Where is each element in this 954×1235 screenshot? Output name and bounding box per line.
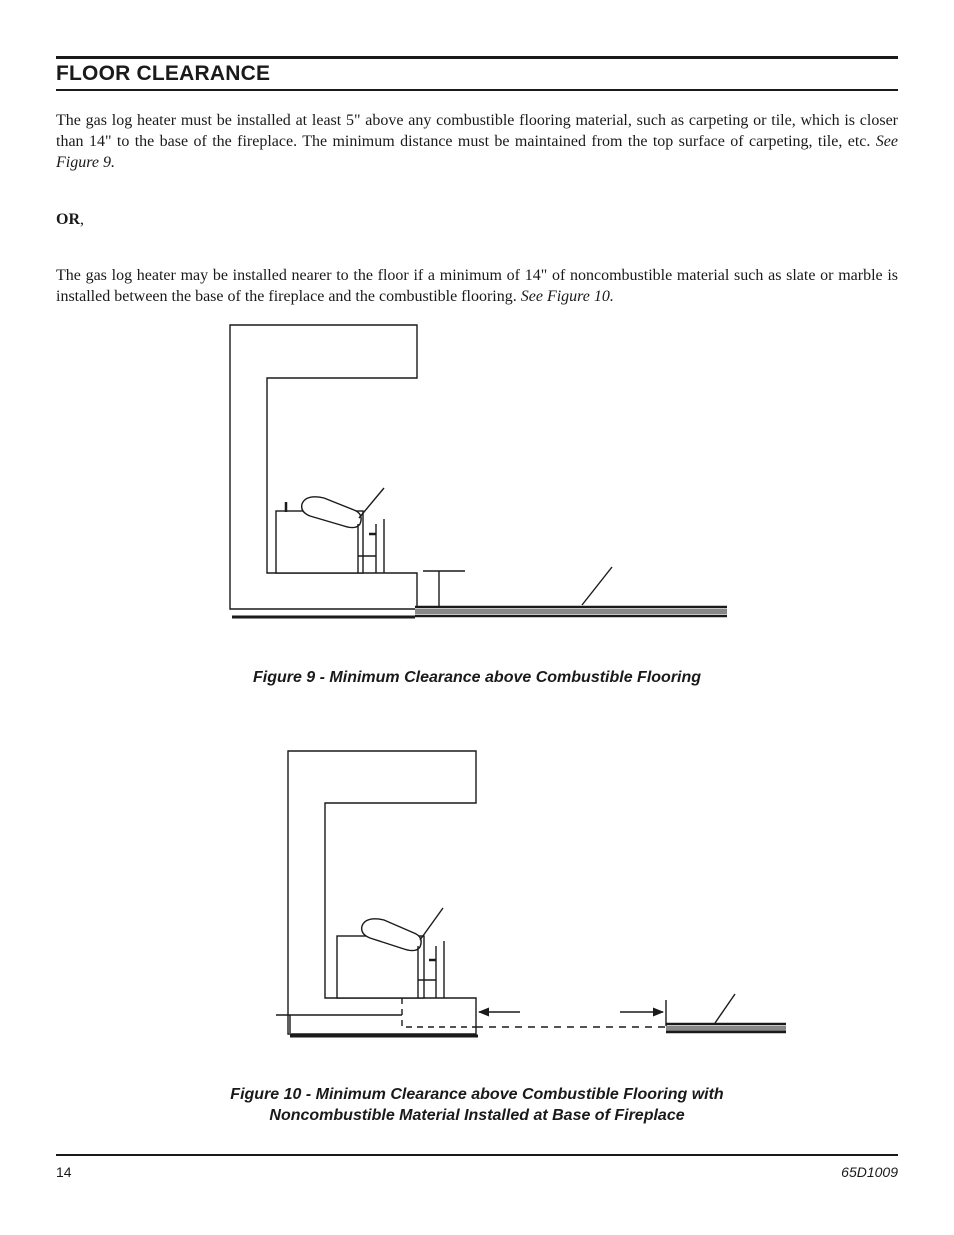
figure-reference: See Figure 9. (56, 133, 898, 171)
section-title: FLOOR CLEARANCE (56, 62, 271, 85)
gas-log-leader (420, 908, 443, 940)
or-word: OR (56, 211, 80, 228)
paragraph-text: The gas log heater must be installed at least 5" above any combustible flooring material, such as carpeting or tile, which is closer than 14" to the base of the fireplace. The minimum distance must be maintained from the top surface of carpeting, tile, etc. (56, 112, 898, 150)
paragraph-floor-clearance (56, 110, 898, 173)
caption-line-1: Figure 10 - Minimum Clearance above Combustible Flooring with (230, 1086, 724, 1103)
or-comma: , (80, 211, 84, 228)
figure-reference: See Figure 10. (520, 288, 614, 305)
combustible-flooring (666, 1026, 786, 1031)
page-number: 14 (56, 1164, 72, 1180)
gas-log-leader (359, 488, 384, 518)
figure-10-diagram (272, 748, 790, 1042)
paragraph-text: The gas log heater may be installed nearer to the floor if a minimum of 14" of noncombustible material such as slate or marble is installed between the base of the fireplace and the combustible flooring. (56, 267, 898, 305)
flooring-leader (715, 994, 735, 1023)
title-underline (56, 89, 898, 91)
figure-10-caption (56, 1084, 898, 1126)
flooring-leader (582, 567, 612, 605)
or-separator (56, 209, 898, 230)
paragraph-noncombustible (56, 265, 898, 307)
figure-9-diagram (226, 322, 732, 624)
caption-line-2: Noncombustible Material Installed at Base of Fireplace (269, 1107, 685, 1124)
figure-9-caption: Figure 9 - Minimum Clearance above Combustible Flooring (252, 669, 702, 686)
document-number: 65D1009 (841, 1164, 898, 1180)
noncombustible-hearth (402, 998, 476, 1027)
top-rule (56, 56, 898, 59)
footer-rule (56, 1154, 898, 1156)
